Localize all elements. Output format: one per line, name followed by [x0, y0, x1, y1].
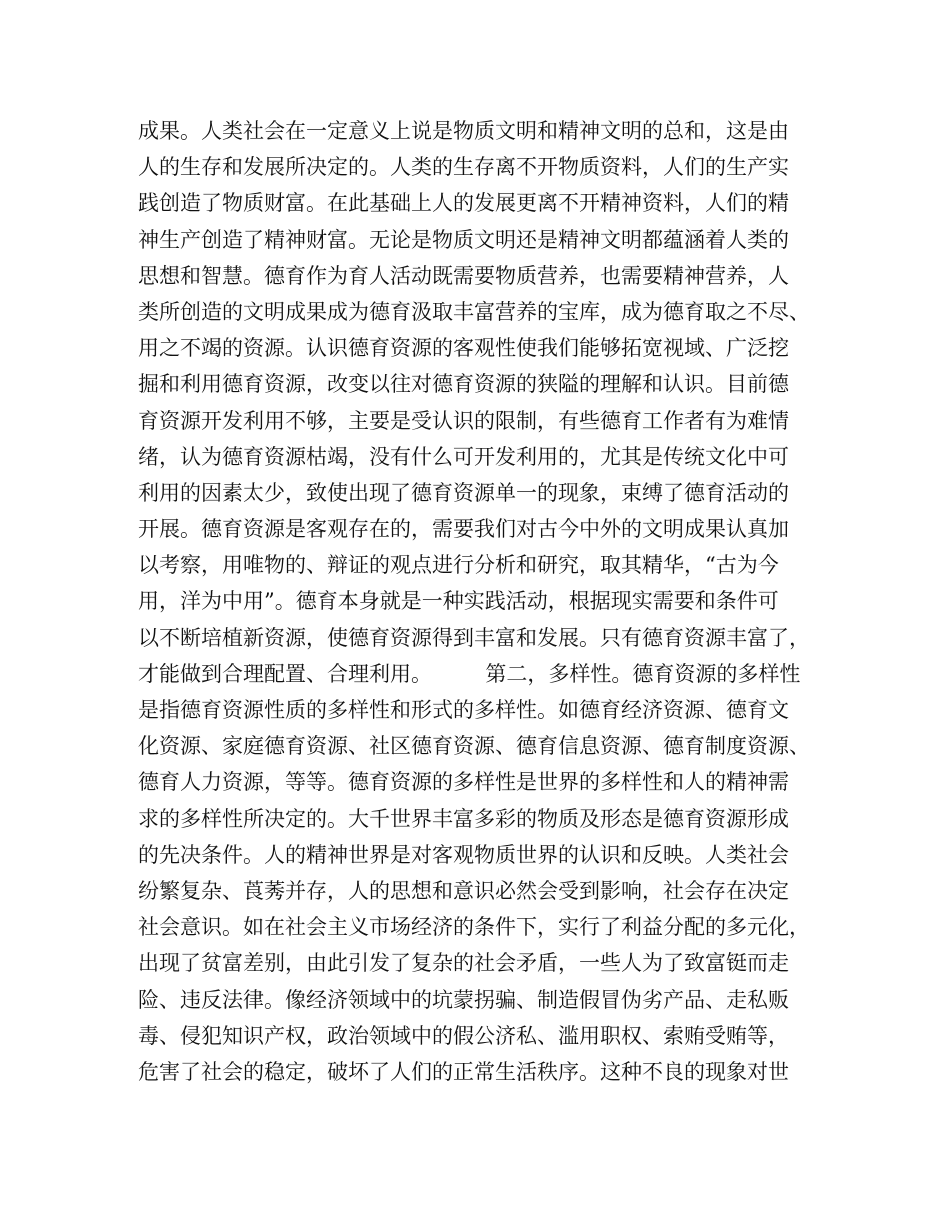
text-line: 毒、侵犯知识产权，政治领域中的假公济私、滥用职权、索贿受贿等， [138, 1023, 789, 1048]
text-line: 化资源、家庭德育资源、社区德育资源、德育信息资源、德育制度资源、 [138, 734, 810, 759]
text-line: 开展。德育资源是客观存在的，需要我们对古今中外的文明成果认真加 [138, 517, 789, 542]
text-line: 用之不竭的资源。认识德育资源的客观性使我们能够拓宽视域、广泛挖 [138, 336, 789, 361]
text-line: 利用的因素太少，致使出现了德育资源单一的现象，束缚了德育活动的 [138, 480, 789, 505]
text-line: 神生产创造了精神财富。无论是物质文明还是精神文明都蕴涵着人类的 [138, 227, 789, 252]
text-line: 出现了贫富差别，由此引发了复杂的社会矛盾，一些人为了致富铤而走 [138, 951, 789, 976]
text-line: 险、违反法律。像经济领域中的坑蒙拐骗、制造假冒伪劣产品、走私贩 [138, 987, 789, 1012]
text-line: 类所创造的文明成果成为德育汲取丰富营养的宝库，成为德育取之不尽、 [138, 299, 810, 324]
text-line: 成果。人类社会在一定意义上说是物质文明和精神文明的总和，这是由 [138, 119, 789, 143]
text-line: 育资源开发利用不够，主要是受认识的限制，有些德育工作者有为难情 [138, 408, 789, 433]
body-text [138, 113, 838, 1090]
text-line: 的先决条件。人的精神世界是对客观物质世界的认识和反映。人类社会 [138, 842, 789, 867]
text-line: 社会意识。如在社会主义市场经济的条件下，实行了利益分配的多元化， [138, 915, 810, 940]
text-line: 纷繁复杂、莨莠并存，人的思想和意识必然会受到影响，社会存在决定 [138, 878, 789, 903]
text-line: 用，洋为中用”。德育本身就是一种实践活动，根据现实需要和条件可 [138, 589, 779, 614]
text-line: 以考察，用唯物的、辩证的观点进行分析和研究，取其精华，“古为今 [138, 553, 779, 578]
text-line: 德育人力资源，等等。德育资源的多样性是世界的多样性和人的精神需 [138, 770, 789, 795]
text-line: 人的生存和发展所决定的。人类的生存离不开物质资料，人们的生产实 [138, 155, 789, 180]
text-line: 绪，认为德育资源枯竭，没有什么可开发利用的，尤其是传统文化中可 [138, 444, 789, 469]
text-line: 以不断培植新资源，使德育资源得到丰富和发展。只有德育资源丰富了， [138, 625, 810, 650]
text-line: 思想和智慧。德育作为育人活动既需要物质营养，也需要精神营养，人 [138, 263, 789, 288]
text-line: 危害了社会的稳定，破坏了人们的正常生活秩序。这种不良的现象对世 [138, 1059, 789, 1084]
text-line: 才能做到合理配置、合理利用。 第二，多样性。德育资源的多样性 [138, 661, 801, 686]
text-line: 求的多样性所决定的。大千世界丰富多彩的物质及形态是德育资源形成 [138, 806, 789, 831]
text-line: 践创造了物质财富。在此基础上人的发展更离不开精神资料，人们的精 [138, 191, 789, 216]
text-line: 掘和利用德育资源，改变以往对德育资源的狭隘的理解和认识。目前德 [138, 372, 789, 397]
text-line: 是指德育资源性质的多样性和形式的多样性。如德育经济资源、德育文 [138, 698, 789, 722]
